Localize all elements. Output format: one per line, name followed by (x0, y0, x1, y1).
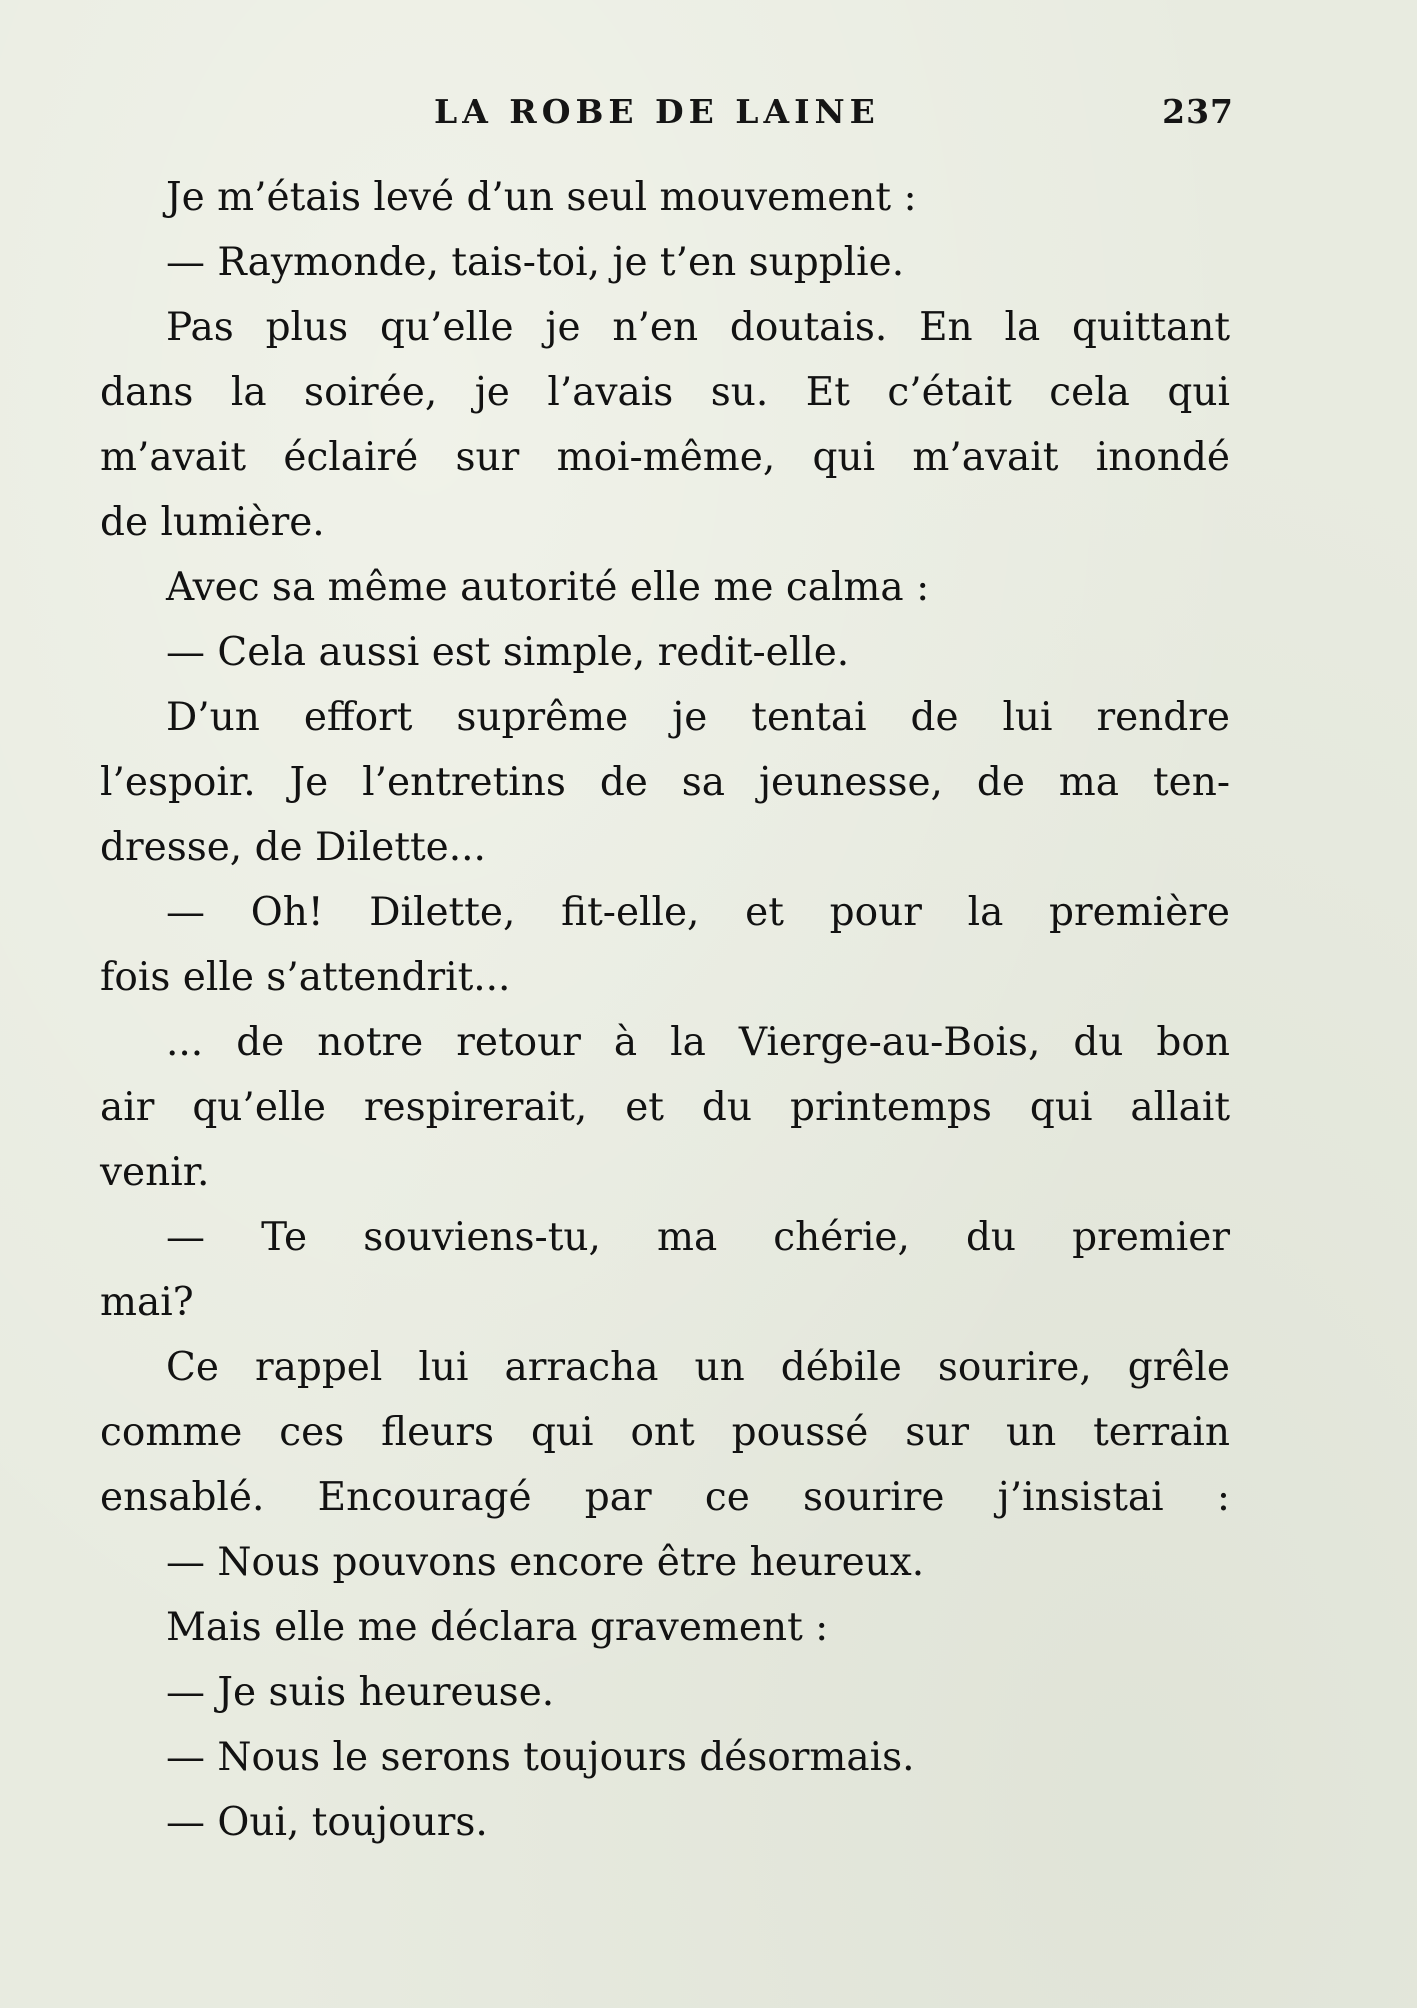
text-line: venir. (100, 1150, 210, 1195)
text-line: — Raymonde, tais-toi, je t’en supplie. (166, 240, 905, 285)
page-header (104, 92, 1234, 142)
text-line: air qu’elle respirerait, et du printemps qui allait (100, 1085, 1230, 1130)
text-line: comme ces fleurs qui ont poussé sur un terrain (100, 1410, 1230, 1455)
text-line: fois elle s’attendrit... (100, 955, 511, 1000)
text-line: — Je suis heureuse. (166, 1670, 555, 1715)
text-line: dans la soirée, je l’avais su. Et c’était cela qui (100, 370, 1230, 415)
text-line: — Nous le serons toujours désormais. (166, 1735, 915, 1780)
text-line: dresse, de Dilette... (100, 825, 486, 870)
text-line: — Cela aussi est simple, redit-elle. (166, 630, 850, 675)
text-line: ... de notre retour à la Vierge-au-Bois, du bon (166, 1020, 1230, 1065)
text-line: Je m’étais levé d’un seul mouvement : (166, 175, 917, 220)
text-line: Pas plus qu’elle je n’en doutais. En la quittant (166, 305, 1230, 350)
text-line: l’espoir. Je l’entretins de sa jeunesse, de ma ten- (100, 760, 1230, 805)
text-line: — Te souviens-tu, ma chérie, du premier (166, 1215, 1230, 1260)
running-head: LA ROBE DE LAINE (434, 92, 880, 131)
text-line: de lumière. (100, 500, 325, 545)
text-line: Mais elle me déclara gravement : (166, 1605, 829, 1650)
text-line: Ce rappel lui arracha un débile sourire, grêle (166, 1345, 1230, 1390)
page-number: 237 (1162, 92, 1234, 131)
text-line: — Oh! Dilette, fit-elle, et pour la première (166, 890, 1230, 935)
text-line: ensablé. Encouragé par ce sourire j’insistai : (100, 1475, 1230, 1520)
text-line: D’un effort suprême je tentai de lui rendre (166, 695, 1230, 740)
text-line: mai? (100, 1280, 194, 1325)
text-line: — Oui, toujours. (166, 1800, 488, 1845)
body-text (100, 165, 1230, 1855)
text-line: m’avait éclairé sur moi-même, qui m’avait inondé (100, 435, 1230, 480)
text-line: Avec sa même autorité elle me calma : (166, 565, 930, 610)
text-line: — Nous pouvons encore être heureux. (166, 1540, 925, 1585)
